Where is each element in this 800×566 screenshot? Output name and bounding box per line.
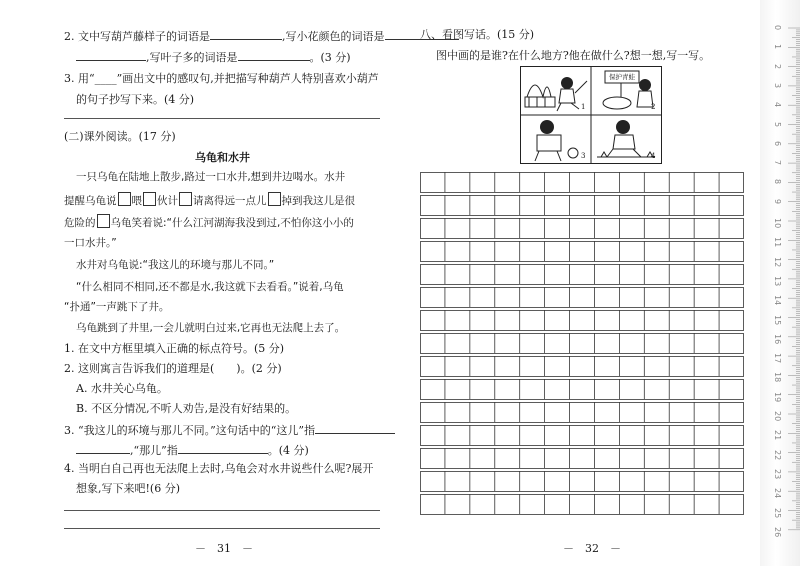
punctuation-box[interactable] bbox=[143, 192, 156, 206]
answer-blank[interactable] bbox=[210, 28, 282, 40]
story-line: “什么相同不相同,还不都是水,我这就下去看看。”说着,乌龟 bbox=[76, 281, 344, 293]
answer-blank[interactable] bbox=[76, 49, 146, 61]
story-line: 水井对乌龟说:“我这儿的环境与那儿不同。” bbox=[76, 259, 275, 271]
story-line: 一只乌龟在陆地上散步,路过一口水井,想到井边喝水。水井 bbox=[76, 171, 346, 183]
ruler-number: 13 bbox=[773, 275, 782, 287]
ruler bbox=[760, 0, 800, 566]
ruler-number: 9 bbox=[773, 198, 782, 204]
answer-line[interactable] bbox=[64, 528, 380, 529]
sub-question-2: 2. 这则寓言告诉我们的道理是( )。(2 分) bbox=[64, 362, 282, 375]
ruler-number: 22 bbox=[773, 449, 782, 460]
answer-blank[interactable] bbox=[178, 442, 268, 454]
question-2-line-1: 2. 文中写葫芦藤样子的词语是 ,写小花颜色的词语是 bbox=[64, 28, 459, 44]
grid-row bbox=[421, 380, 744, 400]
question-2-line-2: ,写叶子多的词语是 。(3 分) bbox=[76, 49, 351, 65]
story-title: 乌龟和水井 bbox=[195, 151, 250, 164]
ruler-number: 3 bbox=[773, 82, 782, 88]
comic-drawing bbox=[521, 67, 661, 163]
grid-row bbox=[421, 173, 744, 193]
ruler-number: 15 bbox=[773, 314, 782, 325]
ruler-number: 0 bbox=[773, 25, 782, 31]
punctuation-box[interactable] bbox=[118, 192, 131, 206]
story-line-with-boxes: 提醒乌龟说 喂 伙计 请离得远一点儿 掉到我这儿是很 bbox=[64, 192, 355, 208]
grid-row bbox=[421, 288, 744, 308]
ruler-number: 16 bbox=[773, 333, 782, 344]
ruler-number: 11 bbox=[773, 237, 782, 248]
grid-row bbox=[421, 219, 744, 239]
sub-question-3-line-1: 3. “我这儿的环境与那儿不同。”这句话中的“这儿”指 bbox=[64, 422, 395, 438]
ruler-number: 21 bbox=[773, 430, 782, 441]
ruler-number: 19 bbox=[773, 391, 782, 402]
panel-number: 4 bbox=[651, 152, 656, 160]
punctuation-box[interactable] bbox=[179, 192, 192, 206]
option-b[interactable]: B. 不区分情况,不听人劝告,是没有好结果的。 bbox=[76, 402, 297, 415]
ruler-number: 6 bbox=[773, 140, 782, 146]
ruler-number: 1 bbox=[773, 44, 782, 50]
answer-blank[interactable] bbox=[238, 49, 310, 61]
grid-row bbox=[421, 495, 744, 515]
ruler-number: 2 bbox=[773, 63, 782, 69]
ruler-number: 8 bbox=[773, 179, 782, 185]
grid-row bbox=[421, 472, 744, 492]
section-title: 八、看图写话。(15 分) bbox=[420, 28, 535, 41]
ruler-number: 5 bbox=[773, 121, 782, 127]
punctuation-box[interactable] bbox=[268, 192, 281, 206]
option-a[interactable]: A. 水井关心乌龟。 bbox=[76, 382, 168, 395]
panel-number: 1 bbox=[581, 103, 586, 111]
question-3-line-2: 的句子抄写下来。(4 分) bbox=[76, 93, 195, 106]
ruler-number: 20 bbox=[773, 411, 782, 422]
ruler-number: 25 bbox=[773, 507, 782, 518]
ruler-number: 10 bbox=[773, 218, 782, 229]
instruction: 图中画的是谁?在什么地方?他在做什么?想一想,写一写。 bbox=[436, 49, 711, 62]
page-number: － 32 － bbox=[563, 542, 621, 555]
sub-question-4-line-1: 4. 当明白自己再也无法爬上去时,乌龟会对水井说些什么呢?展开 bbox=[64, 462, 374, 475]
grid-row bbox=[421, 196, 744, 216]
story-line: “扑通”一声跳下了井。 bbox=[64, 301, 170, 313]
sub-question-1: 1. 在文中方框里填入正确的标点符号。(5 分) bbox=[64, 342, 285, 355]
question-3-line-1: 3. 用“____”画出文中的感叹句,并把描写种葫芦人特别喜欢小葫芦 bbox=[64, 72, 379, 85]
sub-question-3-line-2: ,“那儿”指 。(4 分) bbox=[76, 442, 309, 458]
ruler-number: 7 bbox=[773, 160, 782, 166]
writing-grid[interactable] bbox=[420, 172, 744, 517]
ruler-number: 14 bbox=[773, 295, 782, 306]
ruler-number: 4 bbox=[773, 102, 782, 108]
story-line-with-boxes: 危险的 乌龟笑着说:“什么江河湖海我没到过,不怕你这小小的 bbox=[64, 214, 354, 230]
ruler-number: 24 bbox=[773, 488, 782, 499]
story-line: 一口水井。” bbox=[64, 237, 117, 249]
comic-picture bbox=[520, 66, 662, 164]
panel-number: 2 bbox=[651, 103, 656, 111]
sign-text: 保护青蛙 bbox=[609, 73, 635, 81]
ruler-number: 18 bbox=[773, 372, 782, 383]
ruler-number: 12 bbox=[773, 256, 782, 267]
grid-row bbox=[421, 357, 744, 377]
page-number: － 31 － bbox=[195, 542, 253, 555]
grid-row bbox=[421, 403, 744, 423]
ruler-number: 17 bbox=[773, 353, 782, 364]
ruler-number: 23 bbox=[773, 468, 782, 480]
grid-row bbox=[421, 265, 744, 285]
grid-row bbox=[421, 449, 744, 469]
answer-line[interactable] bbox=[64, 510, 380, 511]
grid-row bbox=[421, 242, 744, 262]
section-label: (二)课外阅读。(17 分) bbox=[64, 130, 176, 143]
grid-row bbox=[421, 334, 744, 354]
right-page bbox=[400, 0, 760, 566]
grid-row bbox=[421, 426, 744, 446]
sub-question-4-line-2: 想象,写下来吧!(6 分) bbox=[76, 482, 180, 495]
answer-blank[interactable] bbox=[315, 422, 395, 434]
ruler-number: 26 bbox=[773, 526, 782, 537]
panel-number: 3 bbox=[581, 152, 586, 160]
answer-line[interactable] bbox=[64, 118, 380, 119]
answer-blank[interactable] bbox=[76, 442, 130, 454]
story-line: 乌龟跳到了井里,一会儿就明白过来,它再也无法爬上去了。 bbox=[76, 322, 346, 334]
grid-row bbox=[421, 311, 744, 331]
punctuation-box[interactable] bbox=[97, 214, 110, 228]
